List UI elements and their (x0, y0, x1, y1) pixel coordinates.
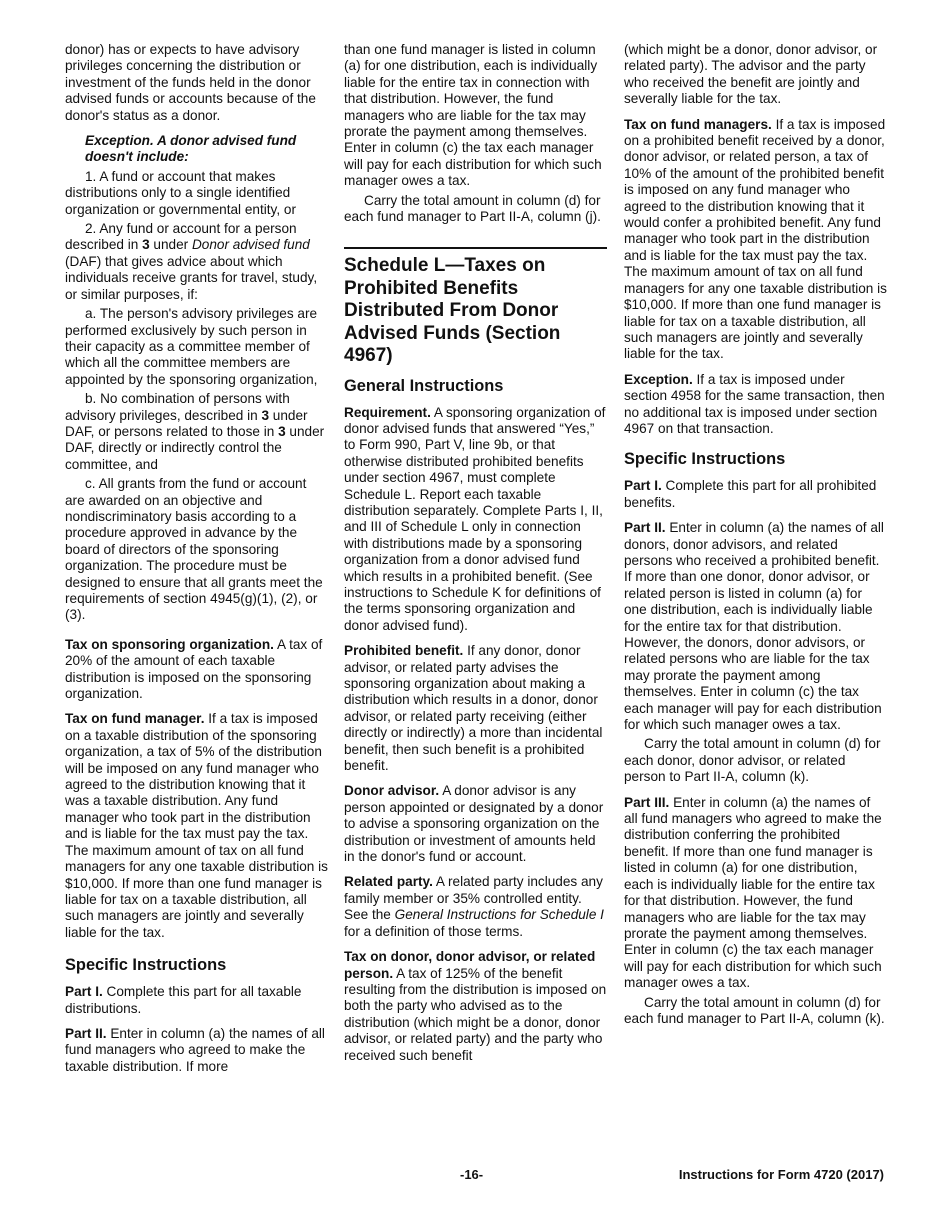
paragraph: Carry the total amount in column (d) for each fund manager to Part II-A, column (j). (344, 192, 601, 225)
paragraph: Part I. Complete this part for all taxable distributions. (65, 984, 302, 1016)
list-item: a. The person's advisory privileges are performed exclusively by such person in their capacity as a committee member of which all the committee members are appointed by the sponsoring organization, (65, 306, 318, 387)
paragraph: Prohibited benefit. If any donor, donor advisor, or related party advises the sponsoring organization about making a distribution which results in a donor, donor advisor, or related party receiving (either directly or indirectly) a more than incidental benefit, then such benefit is a prohibited benefit. (344, 643, 603, 774)
list-item: c. All grants from the fund or account are awarded on an objective and nondiscriminatory basis according to a procedure approved in advance by the board of directors of the sponsoring organization. The procedure must be designed to ensure that all grants meet the requirements of section 4945(g)(1), (2), or (3). (65, 476, 323, 623)
column-3 (624, 42, 887, 1027)
list-item: 1. A fund or account that makes distributions only to a single identified organization or governmental entity, or (65, 168, 296, 217)
paragraph: Requirement. A sponsoring organization of donor advised funds that answered “Yes,” to Form 990, Part V, line 9b, or that otherwise distributed prohibited benefits under section 4967, must complete Schedule L. Report each taxable distribution separately. Complete Parts I, II, and III of Schedule L only in connection with distributions made by a sponsoring organization from a donor advised fund which results in a prohibited benefit. (See instructions to Schedule K for definitions of the terms sponsoring organization and donor advised fund). (344, 404, 606, 633)
list-item: b. No combination of persons with advisory privileges, described in 3 under DAF, or persons related to those in 3 under DAF, directly or indirectly control the committee, and (65, 391, 325, 472)
paragraph: Carry the total amount in column (d) for each donor, donor advisor, or related person to Part II-A, column (k). (624, 736, 881, 785)
paragraph: than one fund manager is listed in column (a) for one distribution, each is individually liable for the entire tax in connection with that distribution. However, the fund managers who are liable for the tax may prorate the payment among themselves. Enter in column (c) the tax each manager will pay for each distribution for which such manager owes a tax. (344, 42, 602, 189)
paragraph: Tax on fund manager. If a tax is imposed on a taxable distribution of the sponsoring organization, a tax of 5% of the distribution will be imposed on any fund manager who agreed to the distribution knowing that it was a taxable distribution. Any fund manager who took part in the distribution and is liable for the tax must pay the tax. The maximum amount of tax on all fund managers for any one taxable distribution is $10,000. If more than one fund manager is liable for tax on a taxable distribution, all such managers are jointly and severally liable for the tax. (65, 711, 328, 940)
paragraph: (which might be a donor, donor advisor, or related party). The advisor and the party who received the benefit are jointly and severally liable for the tax. (624, 42, 878, 107)
paragraph: Tax on fund managers. If a tax is imposed on a prohibited benefit received by a donor, donor advisor, or related person, a tax of 10% of the amount of the prohibited benefit is imposed on any fund manager who agreed to the distribution knowing that it would confer a prohibited benefit. Any fund manager who took part in the distribution and is liable for the tax must pay the tax. The maximum amount of tax on all fund managers for any one taxable distribution is $10,000. If more than one fund manager is liable for tax on a taxable distribution, all such managers are jointly and severally liable for the tax. (624, 116, 887, 362)
paragraph: Part III. Enter in column (a) the names of all fund managers who agreed to make the distribution conferring the prohibited benefit. If more than one fund manager is listed in column (a) for one distribution, each is individually liable for the entire tax for that distribution. However, the fund managers who are liable for the tax may prorate the payment among themselves. Enter in column (c) the tax each manager will pay for each distribution for which such manager owes a tax. (624, 794, 882, 991)
column-2 (344, 42, 607, 1064)
column-1 (65, 42, 328, 1075)
paragraph: Donor advisor. A donor advisor is any person appointed or designated by a donor to advise a sponsoring organization on the distribution or investment of amounts held in the donor's fund or account. (344, 783, 604, 865)
paragraph: Tax on sponsoring organization. A tax of 20% of the amount of each taxable distribution is imposed on the sponsoring organization. (65, 636, 323, 702)
page-number: -16- (460, 1167, 484, 1182)
paragraph: Tax on donor, donor advisor, or related person. A tax of 125% of the benefit resulting from the distribution is imposed on both the party who advised as to the distribution (which might be a donor, donor advisor, or related party) and the party who received such benefit (344, 949, 607, 1063)
list-item: 2. Any fund or account for a person described in 3 under Donor advised fund (DAF) that gives advice about which individuals receive grants for travel, study, or similar purposes, if: (65, 221, 318, 302)
footer-form-title: Instructions for Form 4720 (2017) (678, 1167, 884, 1182)
paragraph: Exception. If a tax is imposed under section 4958 for the same transaction, then no additional tax is imposed under section 4967 on that transaction. (624, 371, 885, 436)
section-heading: Specific Instructions (624, 450, 786, 469)
exception-heading: Exception. A donor advised fund doesn't include: (85, 133, 297, 165)
schedule-title: Schedule L—Taxes on Prohibited Benefits Distributed From Donor Advised Funds (Section 4967) (344, 247, 607, 367)
paragraph: Part I. Complete this part for all prohibited benefits. (624, 478, 877, 510)
section-heading: Specific Instructions (65, 956, 227, 975)
paragraph: Related party. A related party includes any family member or 35% controlled entity. See the General Instructions for Schedule I for a definition of those terms. (344, 874, 604, 939)
paragraph: Part II. Enter in column (a) the names of all donors, donor advisors, and related persons who received a prohibited benefit. If more than one donor, donor advisor, or related person is listed in column (a) for one distribution, each is individually liable for the entire tax for that distribution. However, the donors, donor advisors, or related persons who are liable for the tax may prorate the payment among themselves. Enter in column (c) the tax each manager will pay for each distribution for which such manager owes a tax. (624, 520, 884, 733)
paragraph: Part II. Enter in column (a) the names of all fund managers who agreed to make the taxable distribution. If more (65, 1025, 325, 1074)
paragraph: Carry the total amount in column (d) for each fund manager to Part II-A, column (k). (624, 994, 885, 1026)
paragraph: donor) has or expects to have advisory privileges concerning the distribution or investment of the funds held in the donor advised funds or accounts because of the donor's status as a donor. (65, 42, 316, 123)
section-heading: General Instructions (344, 376, 504, 395)
